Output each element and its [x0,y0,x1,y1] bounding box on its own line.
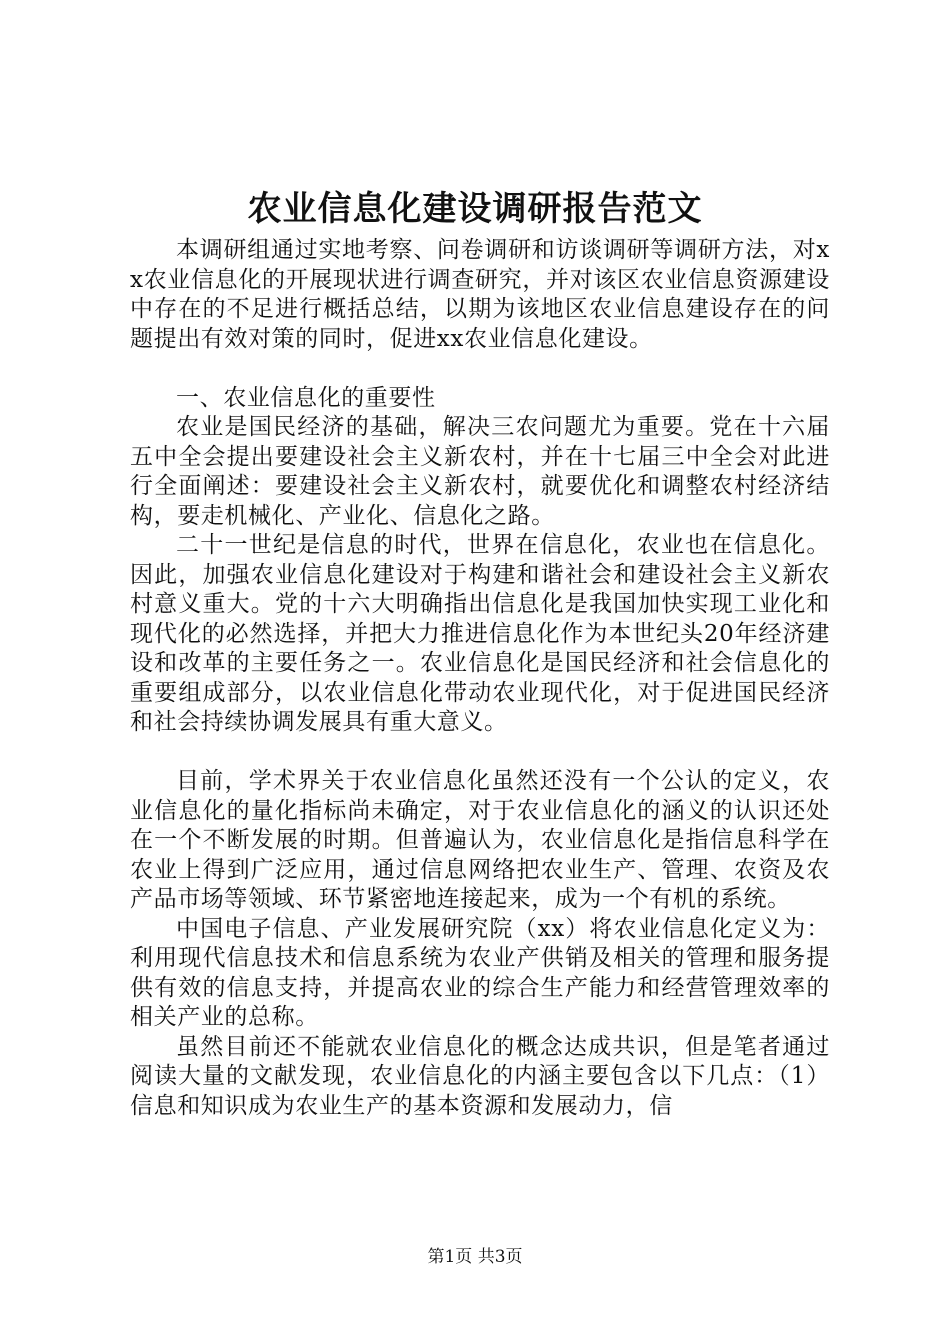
document-body [130,236,830,1121]
paragraph-spacer [130,354,830,384]
paragraph-agriculture-basis: 农业是国民经济的基础，解决三农问题尤为重要。党在十六届五中全会提出要建设社会主义新农村，并在十七届三中全会对此进行全面阐述：要建设社会主义新农村，就要优化和调整农村经济结构，要走机械化、产业化、信息化之路。 [130,414,830,529]
paragraph-definition-academic: 目前，学术界关于农业信息化虽然还没有一个公认的定义，农业信息化的量化指标尚未确定，对于农业信息化的涵义的认识还处在一个不断发展的时期。但普遍认为，农业信息化是指信息科学在农业上得到广泛应用，通过信息网络把农业生产、管理、农资及农产品市场等领域、环节紧密地连接起来，成为一个有机的系统。 [130,768,830,912]
document-title: 农业信息化建设调研报告范文 [247,189,703,229]
paragraph-information-era: 二十一世纪是信息的时代，世界在信息化，农业也在信息化。因此，加强农业信息化建设对于构建和谐社会和建设社会主义新农村意义重大。党的十六大明确指出信息化是我国加快实现工业化和现代化的必然选择，并把大力推进信息化作为本世纪头20年经济建设和改革的主要任务之一。农业信息化是国民经济和社会信息化的重要组成部分，以农业信息化带动农业现代化，对于促进国民经济和社会持续协调发展具有重大意义。 [130,532,830,735]
section-heading-importance: 一、农业信息化的重要性 [176,384,436,411]
paragraph-spacer [130,738,830,768]
paragraph-definition-institute: 中国电子信息、产业发展研究院（xx）将农业信息化定义为：利用现代信息技术和信息系统为农业产供销及相关的管理和服务提供有效的信息支持，并提高农业的综合生产能力和经营管理效率的相关产业的总称。 [130,915,830,1030]
paragraph-connotation: 虽然目前还不能就农业信息化的概念达成共识，但是笔者通过阅读大量的文献发现，农业信息化的内涵主要包含以下几点：（1）信息和知识成为农业生产的基本资源和发展动力，信 [130,1033,830,1119]
page-number-footer: 第1页 共3页 [427,1247,523,1267]
paragraph-intro: 本调研组通过实地考察、问卷调研和访谈调研等调研方法，对xx农业信息化的开展现状进行调查研究，并对该区农业信息资源建设中存在的不足进行概括总结，以期为该地区农业信息建设存在的问题提出有效对策的同时，促进xx农业信息化建设。 [130,237,830,352]
